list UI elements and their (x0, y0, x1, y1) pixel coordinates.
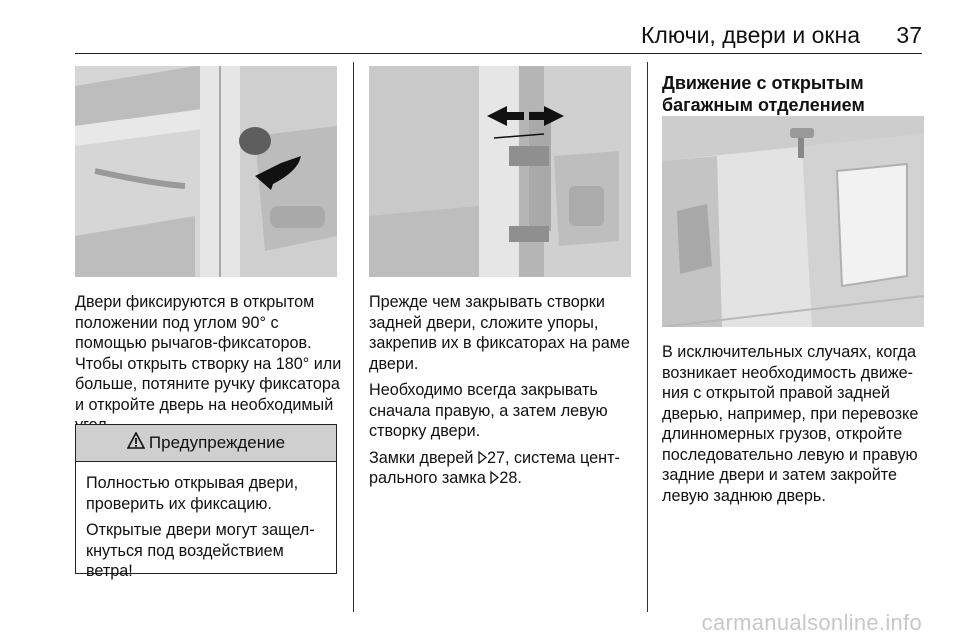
column-3-text (662, 342, 932, 506)
text-line: Открытые двери могут защел- (86, 521, 315, 539)
text-line: ния с открытой правой задней (662, 384, 890, 402)
close-order-paragraph (369, 380, 639, 442)
page-header-title: Ключи, двери и окна (641, 22, 860, 48)
column-2-text (369, 292, 639, 495)
text-line: левую заднюю дверь. (662, 486, 826, 505)
text-line: длинномерных грузов, откройте (662, 425, 903, 443)
column-divider-left (353, 62, 354, 612)
text-segment: Замки дверей (369, 448, 478, 467)
text-line: Двери фиксируются в открытом (75, 293, 315, 311)
text-line: задние двери и затем закройте (662, 466, 898, 484)
warning-paragraph (86, 520, 326, 582)
door-stop-illustration (75, 66, 337, 277)
text-line: помощью рычагов-фиксаторов. (75, 334, 312, 352)
text-line: кнуться под воздействием (86, 541, 284, 560)
text-line: створку двери. (369, 422, 481, 440)
open-cargo-paragraph (662, 342, 932, 506)
text-line: Полностью открывая двери, (86, 474, 299, 492)
text-line: задней двери, сложите упоры, (369, 313, 599, 332)
text-line: двери. (369, 354, 419, 373)
text-line: дверью, например, при перевозке (662, 404, 919, 423)
warning-paragraph (86, 473, 326, 514)
text-line: Чтобы открыть створку на 180° или (75, 354, 342, 373)
door-hinge-illustration (369, 66, 631, 277)
warning-triangle-icon (127, 432, 145, 454)
text-segment: рального замка (369, 469, 491, 487)
text-line: Прежде чем закрывать створки (369, 293, 605, 311)
section-heading (662, 72, 932, 116)
cargo-area-illustration (662, 116, 924, 327)
header-rule (75, 53, 922, 54)
page-reference-link[interactable]: 28. (499, 469, 522, 487)
text-line: возникает необходимость движе- (662, 363, 914, 382)
heading-line: багажным отделением (662, 95, 865, 115)
text-line: проверить их фиксацию. (86, 494, 272, 513)
warning-box (75, 424, 337, 580)
text-line: и откройте дверь на необходимый (75, 395, 334, 414)
reference-arrow-icon (478, 449, 487, 467)
warning-header (76, 425, 336, 462)
text-line: ветра! (86, 562, 133, 580)
warning-body (76, 462, 336, 582)
text-line: сначала правую, а затем левую (369, 401, 608, 420)
text-line: закрепив их в фиксаторах на раме (369, 334, 630, 352)
column-1-text (75, 292, 343, 436)
page-reference-link[interactable]: 27, система цент- (486, 448, 620, 467)
text-line: больше, потяните ручку фиксатора (75, 375, 340, 393)
door-open-paragraph (75, 292, 343, 436)
text-line: положении под углом 90° с (75, 313, 279, 332)
text-line: В исключительных случаях, когда (662, 343, 916, 361)
text-line: Необходимо всегда закрывать (369, 381, 598, 399)
heading-line: Движение с открытым (662, 73, 864, 93)
close-door-paragraph (369, 292, 639, 374)
watermark: carmanualsonline.info (701, 610, 922, 635)
warning-title: Предупреждение (148, 433, 286, 452)
page-number: 37 (896, 22, 922, 48)
column-divider-right (647, 62, 648, 612)
cross-reference-paragraph (369, 448, 639, 489)
text-line: последовательно левую и правую (662, 445, 918, 464)
